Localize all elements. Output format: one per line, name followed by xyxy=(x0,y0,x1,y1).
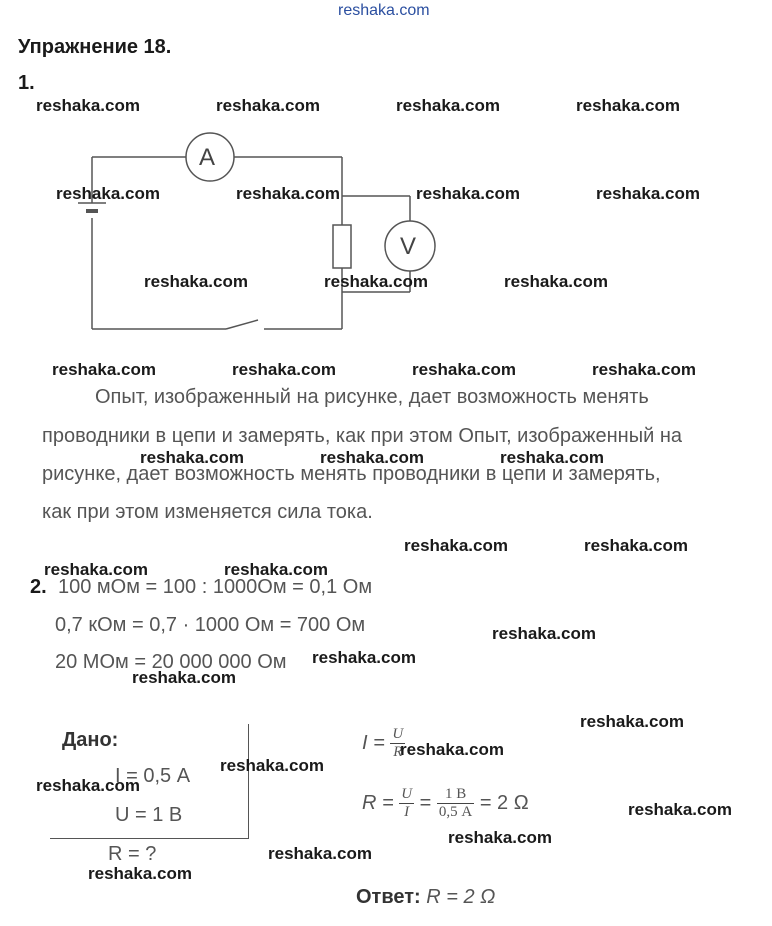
watermark: reshaka.com xyxy=(320,448,424,467)
task1-text-line-4: как при этом изменяется сила тока. xyxy=(42,501,373,523)
given-horizontal-divider xyxy=(50,838,249,839)
formula2-fraction-symbolic xyxy=(399,786,414,821)
watermark: reshaka.com xyxy=(448,828,552,847)
watermark: reshaka.com xyxy=(56,184,160,203)
watermark: reshaka.com xyxy=(220,756,324,775)
formula2-equals: = xyxy=(419,791,432,814)
formula2-result: = 2 Ω xyxy=(479,791,529,814)
task1-text-line-1: Опыт, изображенный на рисунке, дает возможность менять xyxy=(95,386,649,408)
formula1-lhs: I = xyxy=(362,731,385,754)
watermark: reshaka.com xyxy=(268,844,372,863)
watermark: reshaka.com xyxy=(584,536,688,555)
watermark: reshaka.com xyxy=(44,560,148,579)
answer-value: R = 2 Ω xyxy=(426,886,496,908)
task2-line-1: 100 мОм = 100 : 1000Ом = 0,1 Ом xyxy=(58,576,373,598)
watermark: reshaka.com xyxy=(504,272,608,291)
formula-resistance xyxy=(362,786,529,821)
watermark: reshaka.com xyxy=(400,740,504,759)
resistor xyxy=(333,225,351,268)
exercise-title: Упражнение 18. xyxy=(18,36,172,58)
watermark: reshaka.com xyxy=(596,184,700,203)
watermark: reshaka.com xyxy=(404,536,508,555)
watermark: reshaka.com xyxy=(216,96,320,115)
formula2-fraction-numeric xyxy=(437,786,474,821)
watermark: reshaka.com xyxy=(88,864,192,883)
answer xyxy=(356,886,495,909)
formula2-lhs: R = xyxy=(362,791,394,814)
watermark: reshaka.com xyxy=(52,360,156,379)
watermark: reshaka.com xyxy=(396,96,500,115)
given-vertical-divider xyxy=(248,724,249,839)
ammeter-label: A xyxy=(199,144,216,171)
watermark: reshaka.com xyxy=(224,560,328,579)
switch-blade xyxy=(226,320,258,329)
task1-number: 1. xyxy=(18,72,35,94)
watermark: reshaka.com xyxy=(232,360,336,379)
watermark: reshaka.com xyxy=(36,776,140,795)
formula2-denominator-symbolic: I xyxy=(404,804,410,820)
given-voltage: U = 1 В xyxy=(115,804,183,826)
site-watermark-top: reshaka.com xyxy=(338,2,430,19)
formula2-denominator-numeric: 0,5 А xyxy=(438,804,473,820)
watermark: reshaka.com xyxy=(628,800,732,819)
formula2-numerator-numeric: 1 В xyxy=(437,786,474,804)
task1-text-line-2: проводники в цепи и замерять, как при этом Опыт, изображенный на xyxy=(42,425,682,447)
task2-number: 2. xyxy=(30,576,47,598)
task1-text-line-3: рисунке, дает возможность менять проводники в цепи и замерять, xyxy=(42,463,661,485)
watermark: reshaka.com xyxy=(324,272,428,291)
formula2-numerator-symbolic: U xyxy=(401,786,413,802)
watermark: reshaka.com xyxy=(412,360,516,379)
find-resistance: R = ? xyxy=(108,843,157,865)
watermark: reshaka.com xyxy=(500,448,604,467)
formula-ohm-law xyxy=(362,726,405,761)
watermark: reshaka.com xyxy=(416,184,520,203)
watermark: reshaka.com xyxy=(236,184,340,203)
watermark: reshaka.com xyxy=(140,448,244,467)
watermark: reshaka.com xyxy=(576,96,680,115)
watermark: reshaka.com xyxy=(132,668,236,687)
watermark: reshaka.com xyxy=(36,96,140,115)
answer-label: Ответ: xyxy=(356,886,421,908)
task2-line-3: 20 МОм = 20 000 000 Ом xyxy=(55,651,287,673)
watermark: reshaka.com xyxy=(312,648,416,667)
given-title: Дано: xyxy=(62,729,119,751)
formula1-denominator: R xyxy=(393,744,403,760)
watermark: reshaka.com xyxy=(580,712,684,731)
watermark: reshaka.com xyxy=(592,360,696,379)
formula1-numerator: U xyxy=(392,726,404,742)
task2-line-2: 0,7 кОм = 0,7 · 1000 Ом = 700 Ом xyxy=(55,614,366,636)
voltmeter-label: V xyxy=(400,233,417,260)
given-current: I = 0,5 А xyxy=(115,765,191,787)
watermark: reshaka.com xyxy=(144,272,248,291)
watermark: reshaka.com xyxy=(492,624,596,643)
